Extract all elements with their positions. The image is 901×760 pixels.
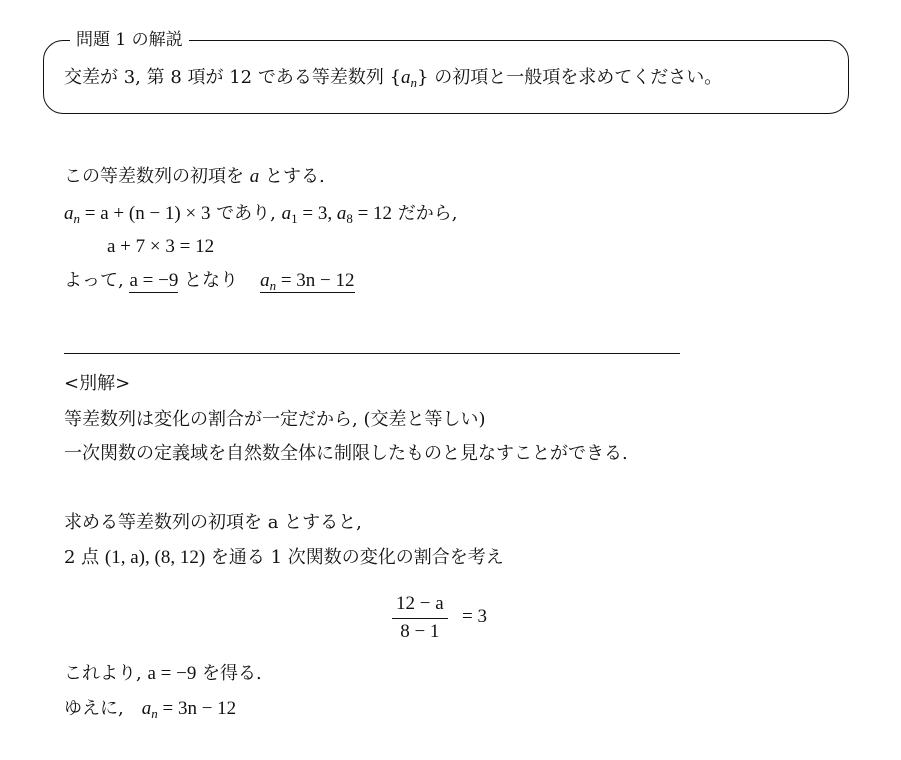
alt-line-1: 等差数列は変化の割合が一定だから, (交差と等しい): [64, 409, 486, 430]
answer-a: a = −9: [129, 270, 179, 291]
problem-title: 問題 1 の解説: [70, 28, 189, 52]
alt-title: <別解>: [64, 373, 131, 394]
alt-line-6: ゆえに, $a_n = 3n - 12$: [64, 698, 237, 721]
final-answer: $a_n = 3n - 12$: [141, 698, 237, 721]
alt-line-4: 2 点 (1, a), (8, 12) を通る 1 次関数の変化の割合を考え: [64, 547, 504, 568]
solution-line-2: $a_n = a + (n - 1) \times 3$ であり, $a_1 = 3$, $a_8 = 12$ だから,: [64, 203, 458, 226]
solution-result: よって, a = −9 となり $a_n = 3n - 12$: [64, 270, 355, 293]
alt-line-3: 求める等差数列の初項を a とすると,: [64, 512, 362, 533]
solution-line-1: この等差数列の初項を a とする.: [64, 166, 325, 187]
solution-equation: a + 7 × 3 = 12: [107, 236, 215, 257]
fraction-equals: = 3: [462, 606, 487, 627]
alt-line-5: これより, a = −9 を得る.: [64, 663, 262, 684]
answer-general-term: $a_n = 3n - 12$: [260, 270, 355, 293]
fraction-denominator: 8 − 1: [400, 621, 440, 642]
alt-line-2: 一次関数の定義域を自然数全体に制限したものと見なすことができる.: [64, 443, 628, 464]
divider: [64, 353, 680, 354]
fraction-numerator: 12 − a: [392, 593, 448, 619]
problem-statement: 交差が 3, 第 8 項が 12 である等差数列 $\{a_n\}$ の初項と一般項を求めてください。: [64, 67, 723, 90]
fraction: [392, 593, 448, 643]
